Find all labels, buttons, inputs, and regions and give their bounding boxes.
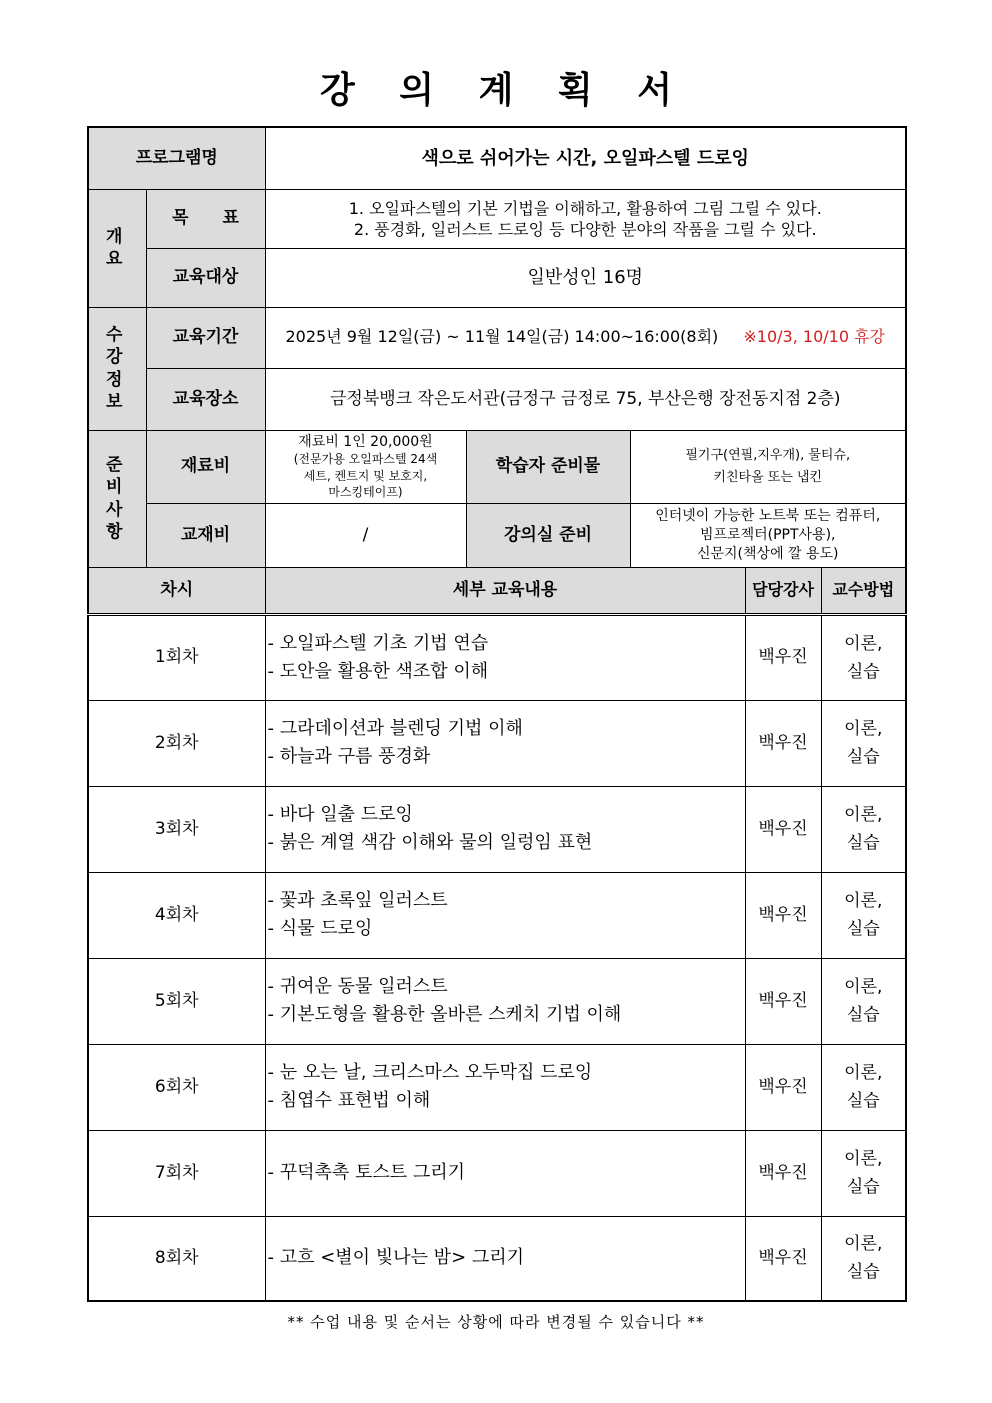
textbook-fee-label: 교재비	[146, 503, 265, 567]
material-fee-value	[265, 430, 466, 503]
period-cell	[265, 307, 906, 368]
session-method	[821, 958, 906, 1044]
content-line: - 눈 오는 날, 크리스마스 오두막집 드로잉	[267, 1062, 593, 1083]
session-number: 5회차	[88, 958, 265, 1044]
room-prep-line: 신문지(책상에 깔 용도)	[696, 545, 839, 562]
enrollment-group-label-line: 수 강	[106, 325, 129, 368]
content-line: - 침엽수 표현법 이해	[267, 1090, 431, 1111]
content-line: - 그라데이션과 블렌딩 기법 이해	[267, 718, 523, 739]
instructor-header: 담당강사	[745, 567, 821, 614]
session-method	[821, 786, 906, 872]
method-header: 교수방법	[821, 567, 906, 614]
learner-prep-label: 학습자 준비물	[466, 430, 630, 503]
enrollment-group-label	[88, 307, 146, 430]
session-number: 4회차	[88, 872, 265, 958]
session-number: 2회차	[88, 700, 265, 786]
preparation-group-label-line: 준 비	[106, 455, 129, 498]
content-line: - 꾸덕촉촉 토스트 그리기	[267, 1162, 466, 1183]
content-line: - 하늘과 구름 풍경화	[267, 746, 431, 767]
method-line: 이론,	[844, 1063, 883, 1083]
session-number: 1회차	[88, 614, 265, 700]
session-number: 3회차	[88, 786, 265, 872]
goal-cell	[265, 189, 906, 248]
session-number: 6회차	[88, 1044, 265, 1130]
preparation-group-label	[88, 430, 146, 567]
method-line: 이론,	[844, 891, 883, 911]
method-line: 이론,	[844, 1234, 883, 1255]
session-instructor: 백우진	[745, 1044, 821, 1130]
session-content	[265, 1216, 745, 1301]
session-content	[265, 700, 745, 786]
session-method	[821, 1044, 906, 1130]
method-line: 실습	[846, 919, 880, 939]
method-line: 이론,	[844, 633, 883, 654]
program-label: 프로그램명	[88, 127, 265, 189]
session-instructor: 백우진	[745, 1216, 821, 1301]
method-line: 실습	[846, 661, 880, 682]
session-row	[88, 700, 906, 786]
session-number: 7회차	[88, 1130, 265, 1216]
session-content	[265, 1130, 745, 1216]
session-method	[821, 1130, 906, 1216]
lecture-plan-table	[87, 126, 907, 1302]
session-content	[265, 872, 745, 958]
content-line: - 붉은 계열 색감 이해와 물의 일렁임 표현	[267, 832, 593, 853]
method-line: 실습	[846, 747, 880, 767]
method-line: 이론,	[844, 1149, 883, 1169]
session-instructor: 백우진	[745, 786, 821, 872]
session-row	[88, 1130, 906, 1216]
content-line: - 오일파스텔 기초 기법 연습	[267, 632, 489, 654]
method-line: 이론,	[844, 719, 883, 739]
program-value: 색으로 쉬어가는 시간, 오일파스텔 드로잉	[265, 127, 906, 189]
session-instructor: 백우진	[745, 614, 821, 700]
material-fee-line: 재료비 1인 20,000원	[298, 434, 433, 451]
session-content	[265, 614, 745, 700]
material-fee-label: 재료비	[146, 430, 265, 503]
content-line: - 도안을 활용한 색조합 이해	[267, 660, 489, 682]
method-line: 실습	[846, 1177, 880, 1197]
textbook-fee-value: /	[265, 503, 466, 567]
goal-item: 1. 오일파스텔의 기본 기법을 이해하고, 활용하여 그림 그릴 수 있다.	[348, 198, 822, 218]
session-row	[88, 872, 906, 958]
session-row	[88, 1216, 906, 1301]
session-instructor: 백우진	[745, 958, 821, 1044]
target-value: 일반성인 16명	[265, 248, 906, 307]
session-content	[265, 958, 745, 1044]
session-instructor: 백우진	[745, 872, 821, 958]
material-fee-line: 마스킹테이프)	[328, 484, 403, 499]
learner-prep-line: 필기구(연필,지우개), 물티슈,	[685, 447, 851, 463]
session-content	[265, 1044, 745, 1130]
session-method	[821, 614, 906, 700]
material-fee-line: (전문가용 오일파스텔 24색	[293, 452, 438, 467]
session-row	[88, 786, 906, 872]
room-prep-line: 인터넷이 가능한 노트북 또는 컴퓨터,	[655, 507, 881, 524]
method-line: 이론,	[844, 977, 883, 997]
session-row	[88, 958, 906, 1044]
content-line: - 귀여운 동물 일러스트	[267, 976, 448, 997]
goal-item: 2. 풍경화, 일러스트 드로잉 등 다양한 분야의 작품을 그릴 수 있다.	[353, 219, 817, 239]
period-note: ※10/3, 10/10 휴강	[743, 327, 886, 347]
session-instructor: 백우진	[745, 700, 821, 786]
content-line: - 식물 드로잉	[267, 918, 373, 939]
content-header: 세부 교육내용	[265, 567, 745, 614]
footnote: ** 수업 내용 및 순서는 상황에 따라 변경될 수 있습니다 **	[287, 1313, 705, 1331]
method-line: 실습	[846, 1262, 880, 1283]
learner-prep-value	[630, 430, 906, 503]
overview-group-label: 개 요	[88, 189, 146, 307]
content-line: - 고흐 <별이 빛나는 밤> 그리기	[267, 1247, 525, 1269]
room-prep-value	[630, 503, 906, 567]
method-line: 실습	[846, 1091, 880, 1111]
program-row	[88, 127, 906, 189]
session-method	[821, 1216, 906, 1301]
target-label: 교육대상	[146, 248, 265, 307]
session-number: 8회차	[88, 1216, 265, 1301]
method-line: 실습	[846, 833, 880, 853]
enrollment-group-label-line: 정 보	[106, 369, 129, 412]
preparation-group-label-line: 사 항	[106, 499, 129, 542]
document-title: 강 의 계 획 서	[319, 70, 688, 111]
period-value: 2025년 9월 12일(금) ~ 11월 14일(금) 14:00~16:00(8회)	[285, 327, 719, 347]
session-method	[821, 700, 906, 786]
method-line: 실습	[846, 1005, 880, 1025]
target-row	[88, 248, 906, 307]
period-label: 교육기간	[146, 307, 265, 368]
session-instructor: 백우진	[745, 1130, 821, 1216]
content-line: - 꽃과 초록잎 일러스트	[267, 890, 448, 911]
material-fee-line: 세트, 켄트지 및 보호지,	[303, 468, 428, 483]
session-method	[821, 872, 906, 958]
session-content	[265, 786, 745, 872]
place-value: 금정북뱅크 작은도서관(금정구 금정로 75, 부산은행 장전동지점 2층)	[265, 368, 906, 430]
room-prep-line: 빔프로젝터(PPT사용),	[700, 526, 836, 543]
textbook-row	[88, 503, 906, 567]
method-line: 이론,	[844, 805, 883, 825]
room-prep-label: 강의실 준비	[466, 503, 630, 567]
period-row	[88, 307, 906, 368]
learner-prep-line: 키친타올 또는 냅킨	[713, 469, 823, 485]
content-line: - 기본도형을 활용한 올바른 스케치 기법 이해	[267, 1004, 622, 1025]
content-line: - 바다 일출 드로잉	[267, 804, 413, 825]
goal-label: 목 표	[146, 189, 265, 248]
session-header: 차시	[88, 567, 265, 614]
place-label: 교육장소	[146, 368, 265, 430]
material-row	[88, 430, 906, 503]
session-row	[88, 1044, 906, 1130]
session-row	[88, 614, 906, 700]
schedule-header-row	[88, 567, 906, 614]
goal-row	[88, 189, 906, 248]
place-row	[88, 368, 906, 430]
